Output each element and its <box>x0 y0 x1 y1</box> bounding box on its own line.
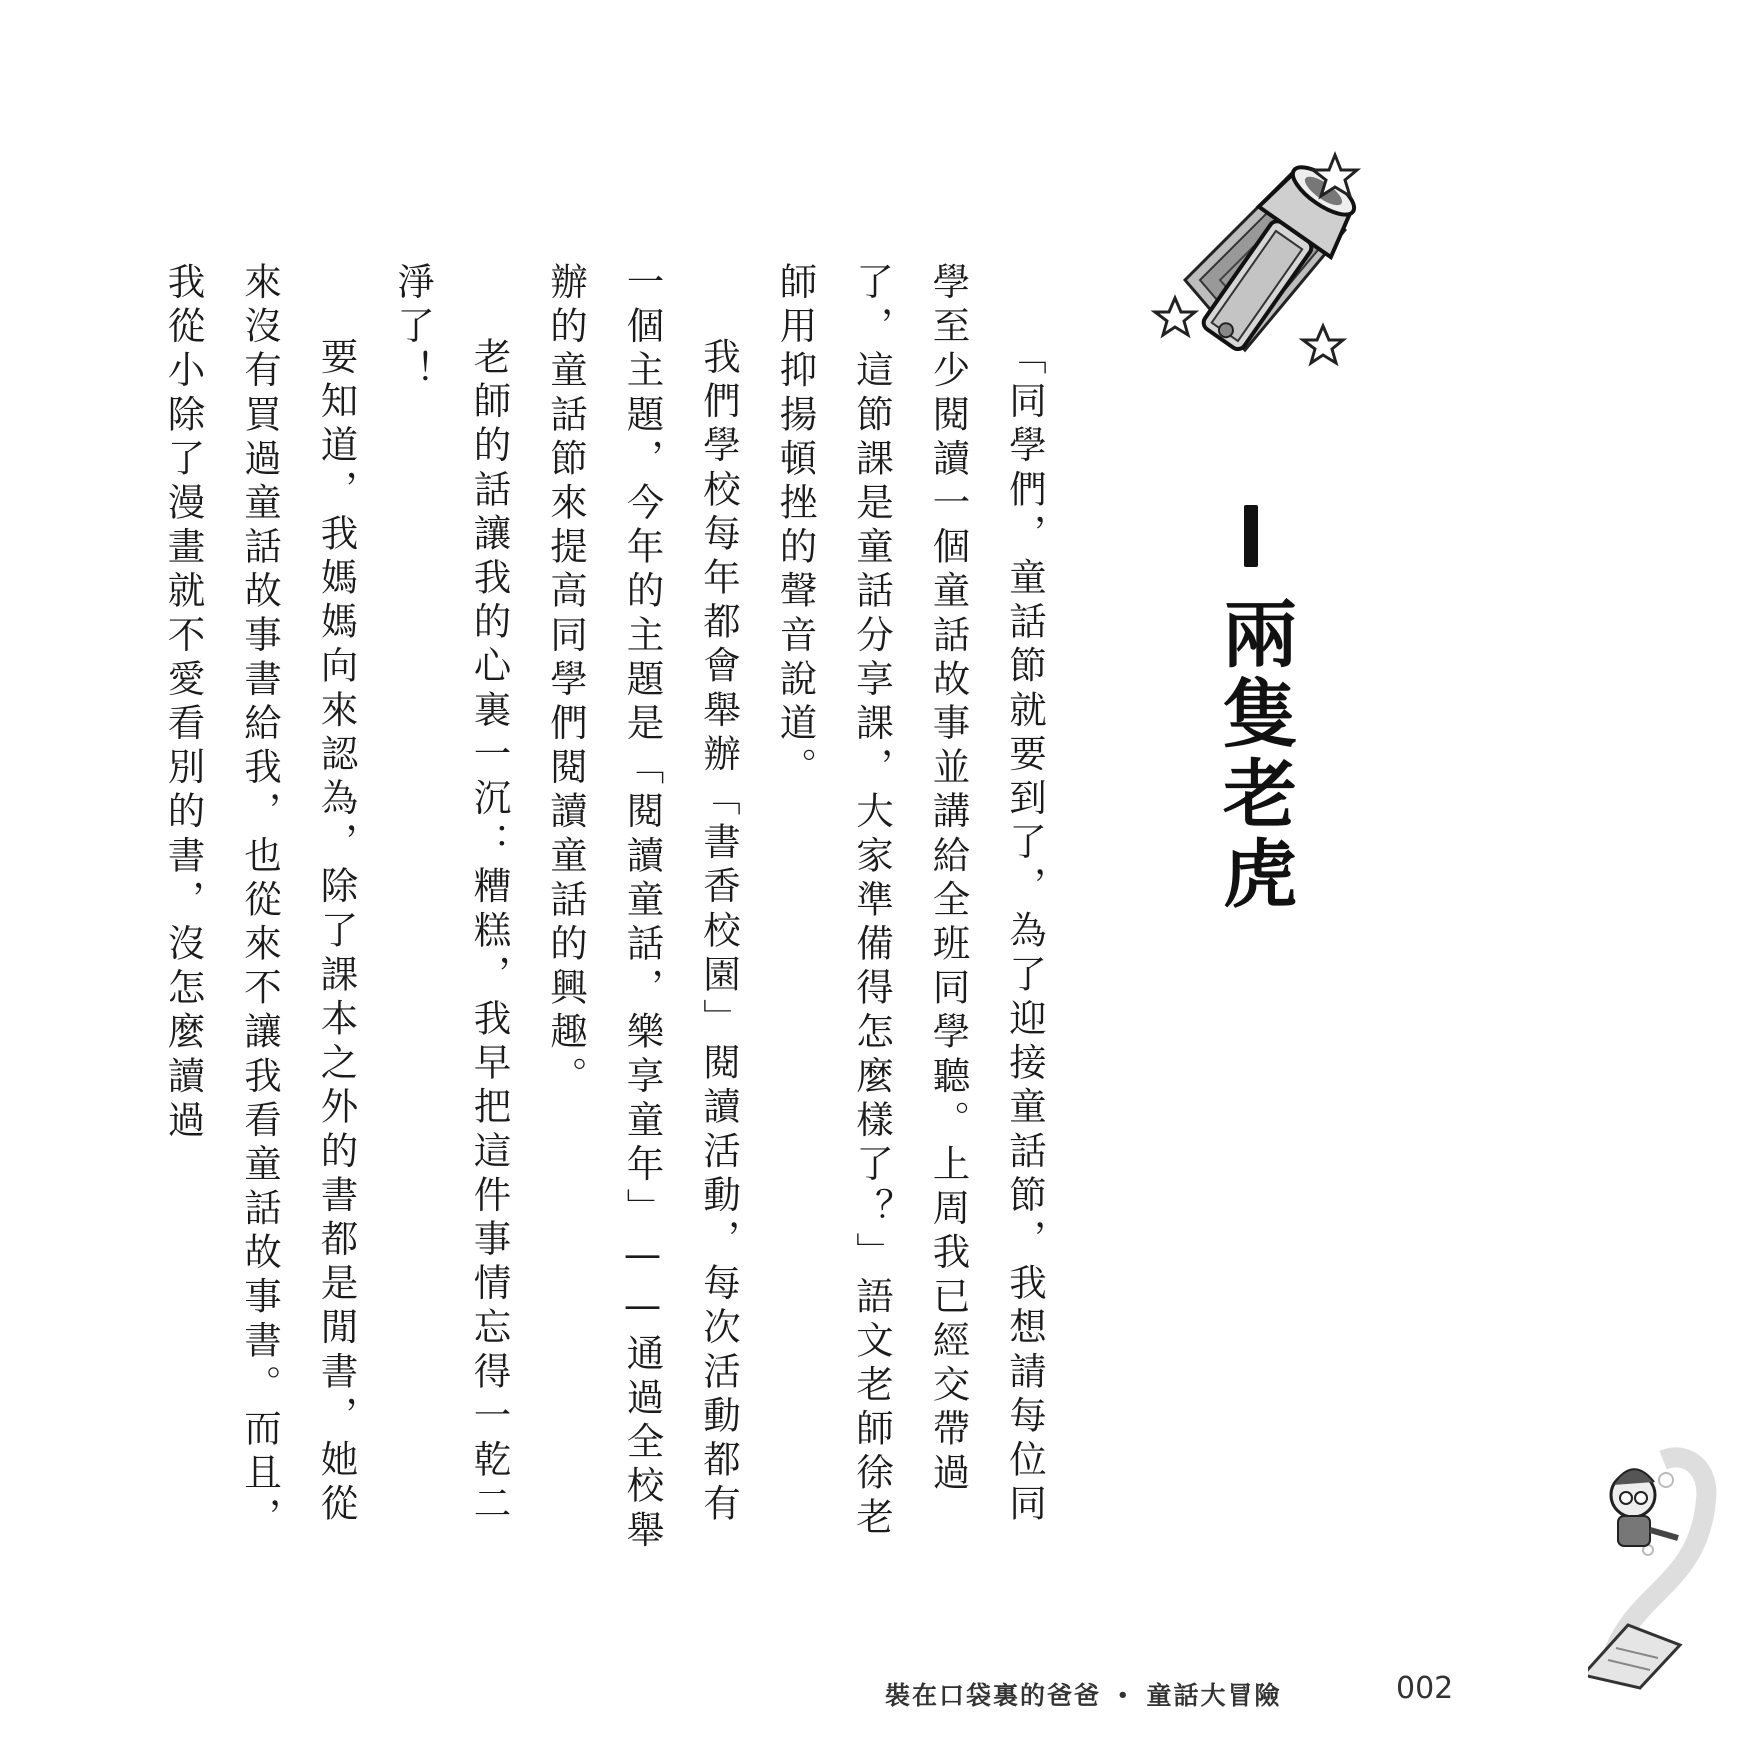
paragraph: 「同學們，童話節就要到了，為了迎接童話節，我想請每位同學至少閱讀一個童話故事並講給全班同學聽。上周我已經交帶過了，這節課是童話分享課，大家準備得怎麼樣了？」語文老師徐老師用抑揚頓挫的聲音說道。 <box>773 262 1047 1541</box>
chapter-title: 兩隻老虎 <box>1211 595 1297 915</box>
chapter-number <box>1244 505 1258 567</box>
paragraph: 要知道，我媽媽向來認為，除了課本之外的書都是閒書，她從來沒有買過童話故事書給我，也從來不讓我看童話故事書。而且，我從小除了漫畫就不愛看別的書，沒怎麼讀過 <box>161 262 359 1541</box>
paragraph: 我們學校每年都會舉辦「書香校園」閱讀活動，每次活動都有一個主題，今年的主題是「閱讀童話，樂享童年」——通過全校舉辦的童話節來提高同學們閱讀童話的興趣。 <box>544 262 741 1554</box>
running-footer <box>885 1676 1282 1712</box>
body-text <box>145 262 1063 1562</box>
paragraph: 老師的話讓我的心裏一沉：糟糕，我早把這件事情忘得一乾二淨了！ <box>391 262 512 1528</box>
book-title: 裝在口袋裏的爸爸 <box>885 1681 1102 1710</box>
page-number: 002 <box>1396 1671 1454 1706</box>
footer-separator: • <box>1117 1685 1131 1706</box>
flashlight-icon <box>1145 130 1380 430</box>
series-title: 童話大冒險 <box>1146 1681 1282 1710</box>
boy-riding-book-icon <box>1588 1440 1728 1690</box>
